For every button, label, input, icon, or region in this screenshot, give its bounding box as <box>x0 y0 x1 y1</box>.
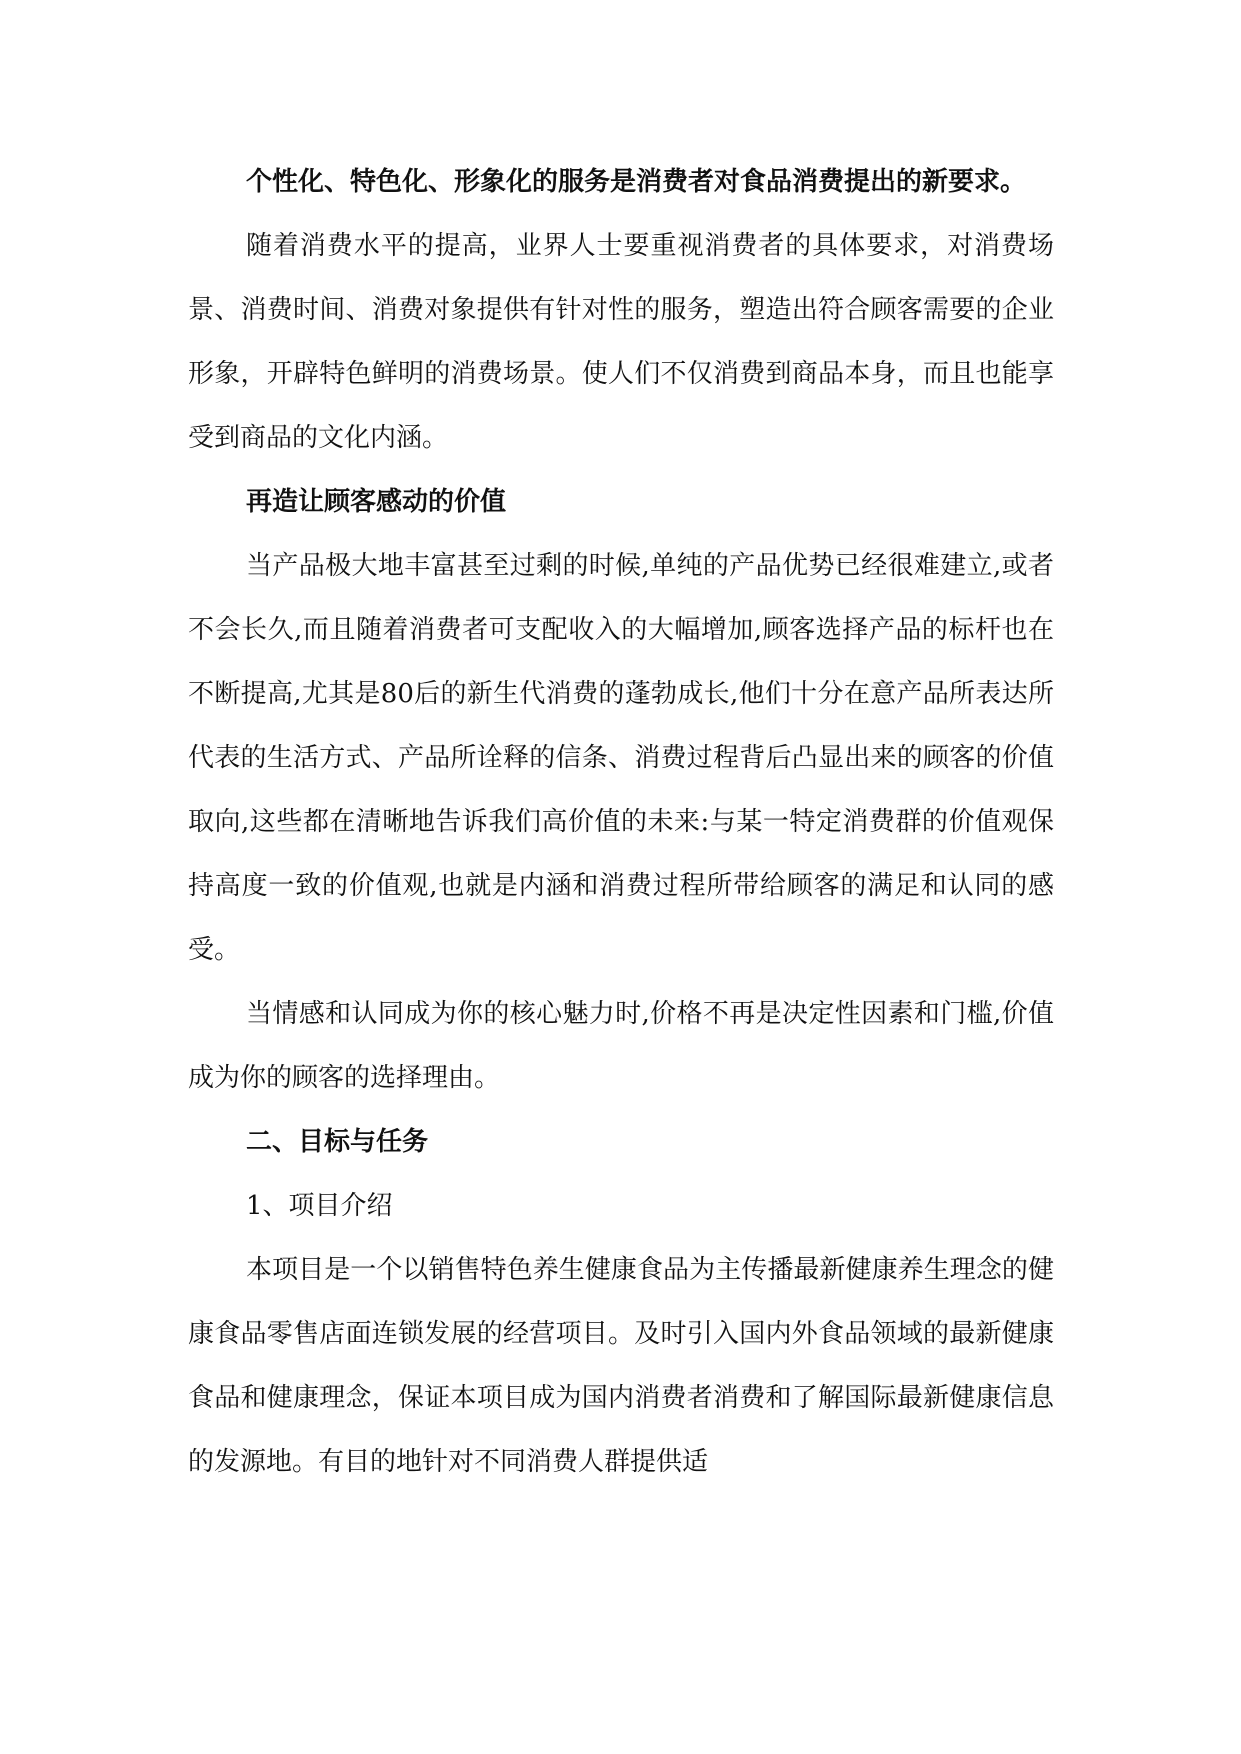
paragraph-project-description: 本项目是一个以销售特色养生健康食品为主传播最新健康养生理念的健康食品零售店面连锁发展的经营项目。及时引入国内外食品领域的最新健康食品和健康理念，保证本项目成为国内消费者消费和了解国际最新健康信息的发源地。有目的地针对不同消费人群提供适 <box>188 1255 1054 1477</box>
section-heading-value: 再造让顾客感动的价值 <box>246 487 507 517</box>
paragraph-emotion-identity: 当情感和认同成为你的核心魅力时,价格不再是决定性因素和门槛,价值成为你的顾客的选择理由。 <box>188 999 1054 1093</box>
paragraph-consumption-level: 随着消费水平的提高，业界人士要重视消费者的具体要求，对消费场景、消费时间、消费对象提供有针对性的服务，塑造出符合顾客需要的企业形象，开辟特色鲜明的消费场景。使人们不仅消费到商品本身，而且也能享受到商品的文化内涵。 <box>188 231 1054 453</box>
paragraph-product-value: 当产品极大地丰富甚至过剩的时候,单纯的产品优势已经很难建立,或者不会长久,而且随着消费者可支配收入的大幅增加,顾客选择产品的标杆也在不断提高,尤其是80后的新生代消费的蓬勃成长,他们十分在意产品所表达所代表的生活方式、产品所诠释的信条、消费过程背后凸显出来的顾客的价值取向,这些都在清晰地告诉我们高价值的未来:与某一特定消费群的价值观保持高度一致的价值观,也就是内涵和消费过程所带给顾客的满足和认同的感受。 <box>188 551 1054 965</box>
section-heading-goals: 二、目标与任务 <box>246 1127 429 1157</box>
document-page <box>188 150 1054 1494</box>
subheading-project-intro: 1、项目介绍 <box>246 1191 393 1221</box>
bold-heading-service: 个性化、特色化、形象化的服务是消费者对食品消费提出的新要求。 <box>246 167 1027 197</box>
